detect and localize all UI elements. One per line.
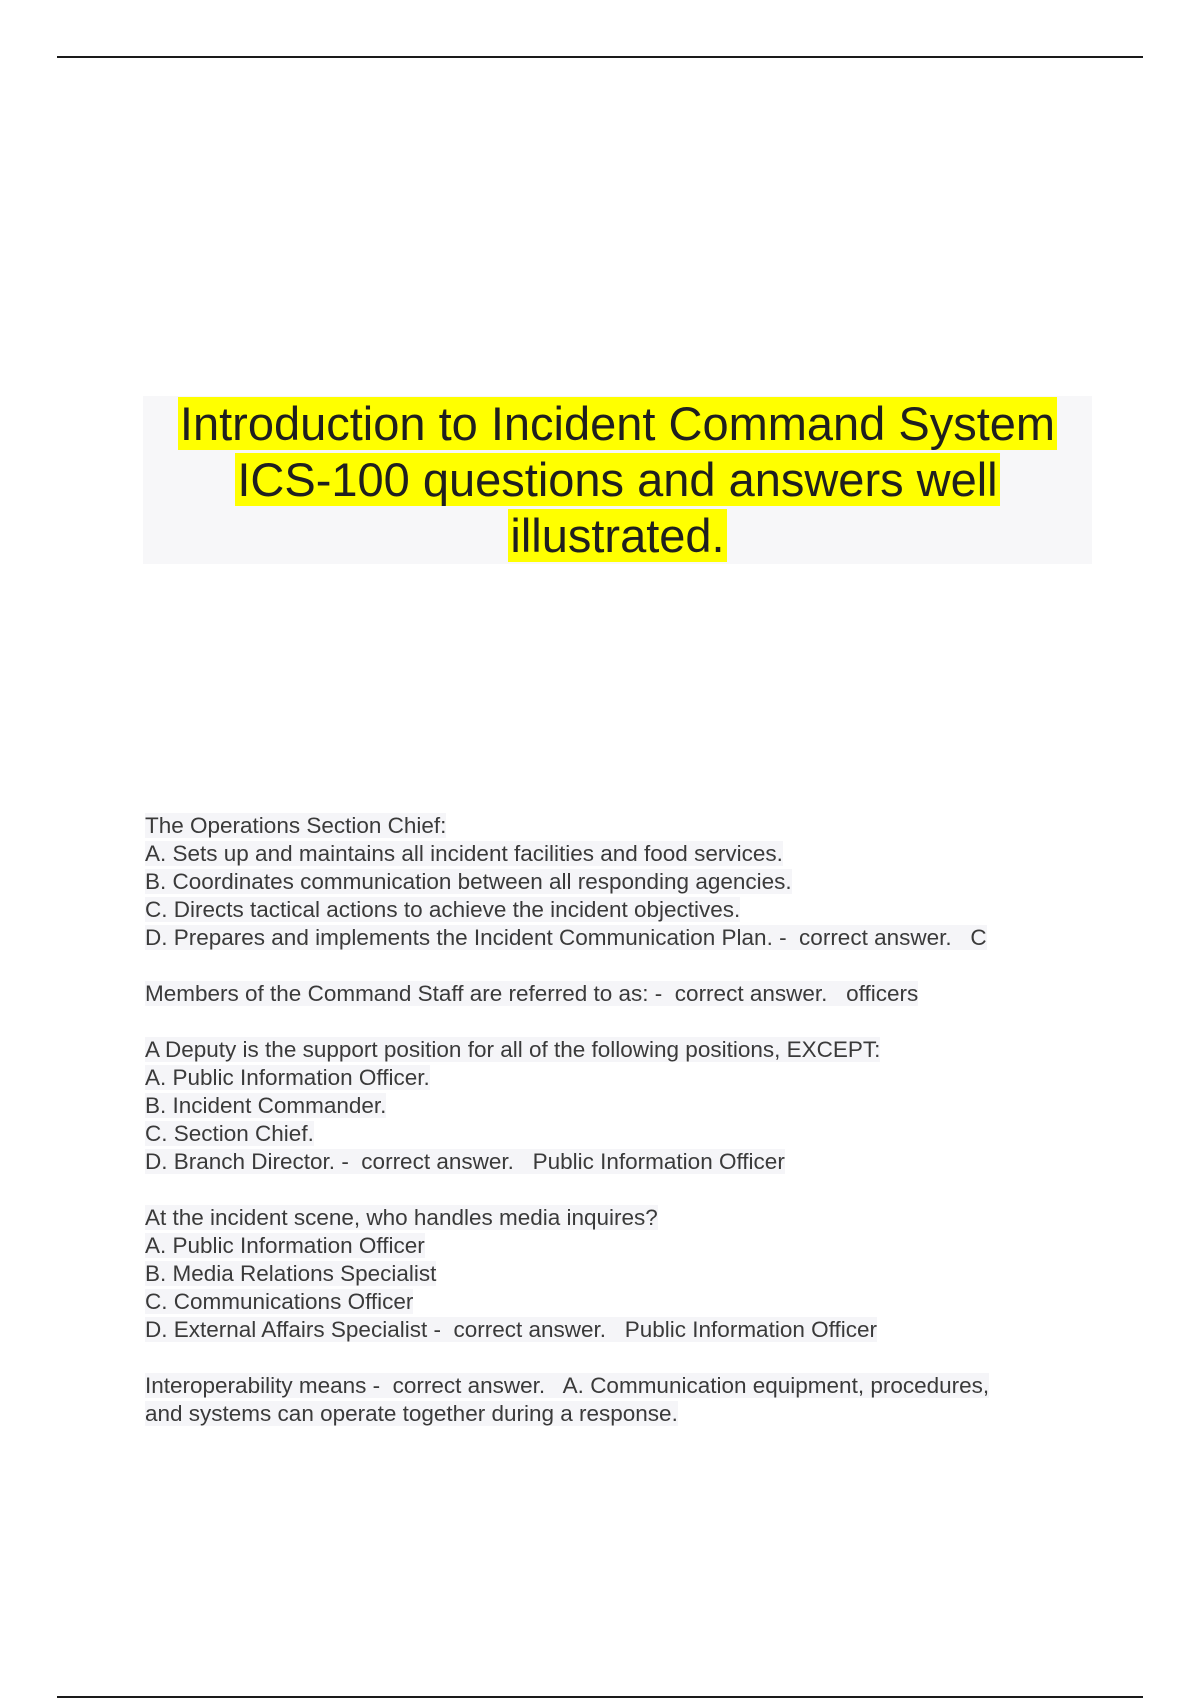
- answer-option: C. Directs tactical actions to achieve the incident objectives.: [145, 897, 741, 922]
- document-title: [143, 396, 1092, 564]
- answer-option: B. Incident Commander.: [145, 1093, 387, 1118]
- question-media-inquiries: [145, 1204, 1075, 1344]
- question-interoperability: [145, 1372, 1075, 1428]
- answer-option: C. Communications Officer: [145, 1289, 414, 1314]
- title-block: [143, 396, 1092, 564]
- questions-section: [145, 812, 1075, 1456]
- answer-option: B. Coordinates communication between all responding agencies.: [145, 869, 792, 894]
- answer-option: D. Branch Director. - correct answer. Public Information Officer: [145, 1149, 785, 1174]
- answer-option: C. Section Chief.: [145, 1121, 314, 1146]
- answer-option: A. Sets up and maintains all incident facilities and food services.: [145, 841, 783, 866]
- question-text-continued: and systems can operate together during a response.: [145, 1401, 678, 1426]
- answer-option: A. Public Information Officer.: [145, 1065, 430, 1090]
- title-line: Introduction to Incident Command System: [179, 397, 1056, 450]
- title-line: illustrated.: [510, 509, 725, 562]
- question-text: A Deputy is the support position for all of the following positions, EXCEPT:: [145, 1037, 881, 1062]
- answer-option: B. Media Relations Specialist: [145, 1261, 437, 1286]
- answer-option: D. Prepares and implements the Incident Communication Plan. - correct answer. C: [145, 925, 987, 950]
- question-text: Members of the Command Staff are referred to as: - correct answer. officers: [145, 981, 919, 1006]
- bottom-rule: [57, 1696, 1143, 1698]
- top-rule: [57, 56, 1143, 58]
- answer-option: A. Public Information Officer: [145, 1233, 425, 1258]
- question-deputy: [145, 1036, 1075, 1176]
- title-line: ICS-100 questions and answers well: [237, 453, 998, 506]
- answer-option: D. External Affairs Specialist - correct answer. Public Information Officer: [145, 1317, 877, 1342]
- question-text: The Operations Section Chief:: [145, 813, 447, 838]
- question-command-staff: [145, 980, 1075, 1008]
- question-text: Interoperability means - correct answer. A. Communication equipment, procedures,: [145, 1373, 990, 1398]
- question-operations-section-chief: [145, 812, 1075, 952]
- question-text: At the incident scene, who handles media inquires?: [145, 1205, 658, 1230]
